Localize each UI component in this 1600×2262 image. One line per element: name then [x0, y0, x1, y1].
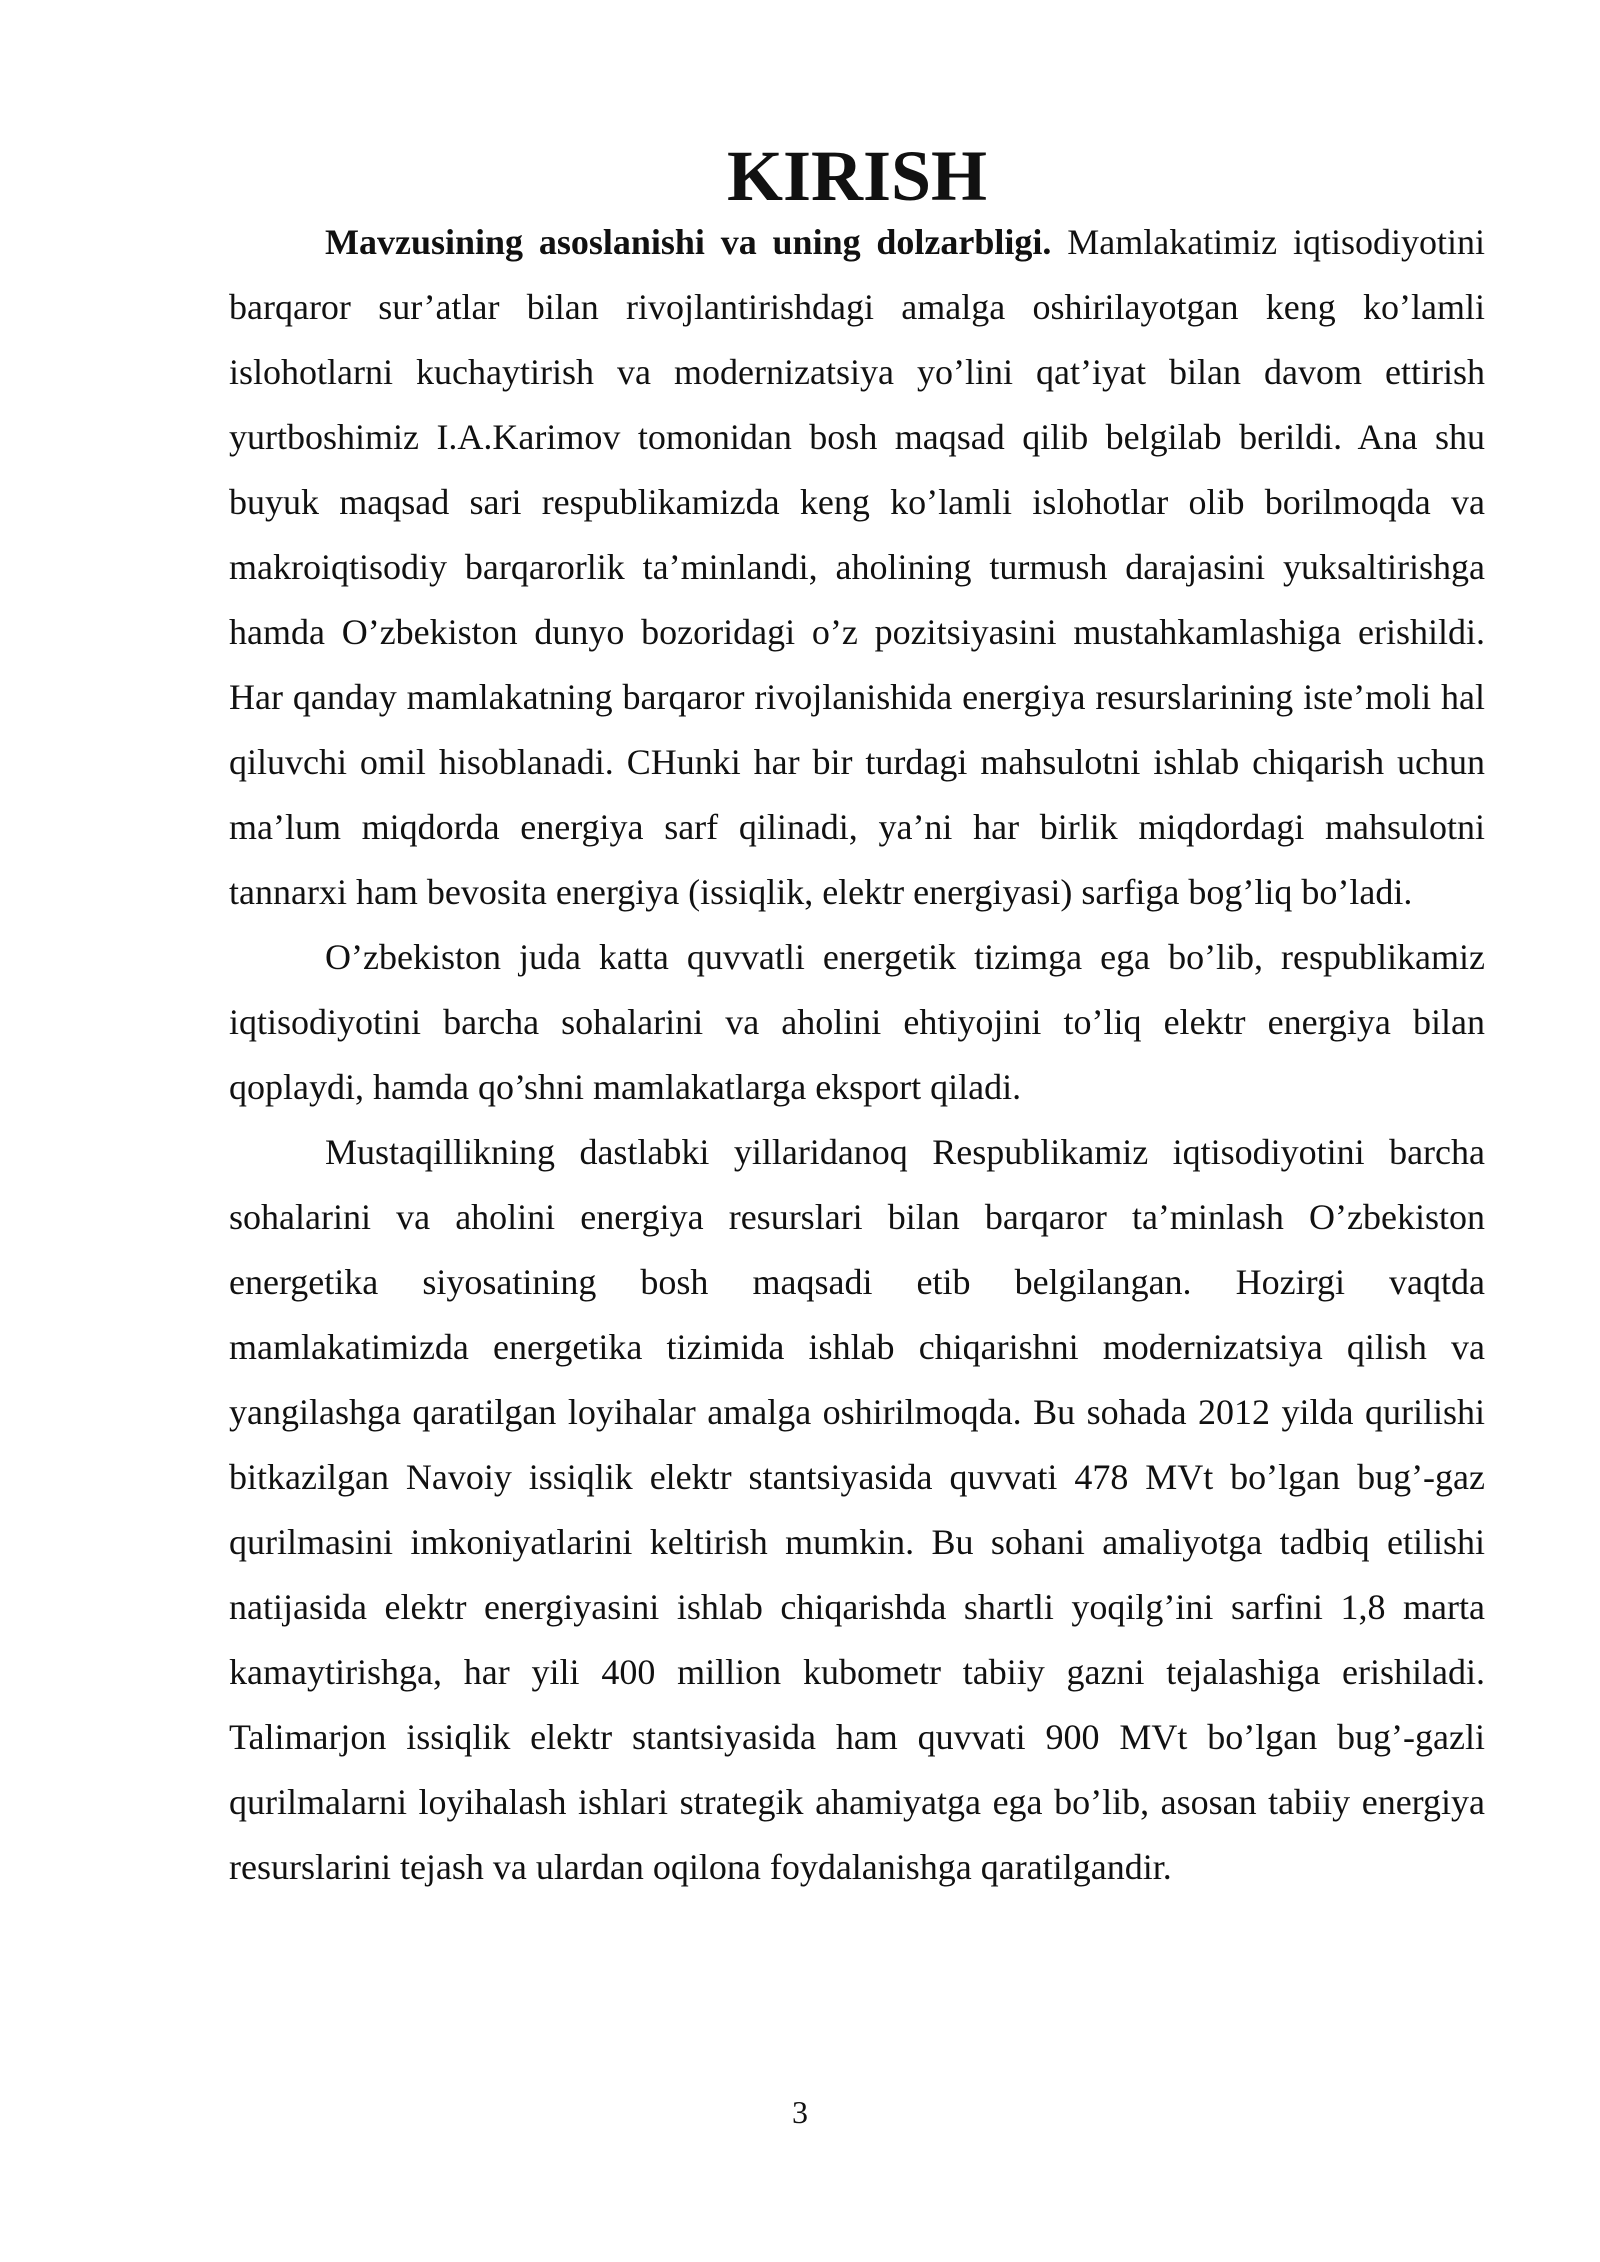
page-number: 3: [792, 2094, 808, 2130]
paragraph-1: [229, 210, 1485, 925]
paragraph-2: O’zbekiston juda katta quvvatli energetik tizimga ega bo’lib, respublikamiz iqtisodiyotini barcha sohalarini va aholini ehtiyojini to’liq elektr energiya bilan qoplaydi, hamda qo’shni mamlakatlarga eksport qiladi.: [229, 937, 1485, 1107]
paragraph-1-lead: Mavzusining asoslanishi va uning dolzarbligi.: [325, 222, 1052, 262]
paragraph-3: Mustaqillikning dastlabki yillaridanoq Respublikamiz iqtisodiyotini barcha sohalarini va aholini energiya resurslari bilan barqaror ta’minlash O’zbekiston energetika siyosatining bosh maqsadi etib belgilangan. Hozirgi vaqtda mamlakatimizda energetika tizimida ishlab chiqarishni modernizatsiya qilish va yangilashga qaratilgan loyihalar amalga oshirilmoqda. Bu sohada 2012 yilda qurilishi bitkazilgan Navoiy issiqlik elektr stantsiyasida quvvati 478 MVt bo’lgan bug’-gaz qurilmasini imkoniyatlarini keltirish mumkin. Bu sohani amaliyotga tadbiq etilishi natijasida elektr energiyasini ishlab chiqarishda shartli yoqilg’ini sarfini 1,8 marta kamaytirishga, har yili 400 million kubometr tabiiy gazni tejalashiga erishiladi. Talimarjon issiqlik elektr stantsiyasida ham quvvati 900 MVt bo’lgan bug’-gazli qurilmalarni loyihalash ishlari strategik ahamiyatga ega bo’lib, asosan tabiiy energiya resurslarini tejash va ulardan oqilona foydalanishga qaratilgandir.: [229, 1132, 1485, 1887]
paragraph-1-text: Mamlakatimiz iqtisodiyotini barqaror sur’atlar bilan rivojlantirishdagi amalga oshirilayotgan keng ko’lamli islohotlarni kuchaytirish va modernizatsiya yo’lini qat’iyat bilan davom ettirish yurtboshimiz I.A.Karimov tomonidan bosh maqsad qilib belgilab berildi. Ana shu buyuk maqsad sari respublikamizda keng ko’lamli islohotlar olib borilmoqda va makroiqtisodiy barqarorlik ta’minlandi, aholining turmush darajasini yuksaltirishga hamda O’zbekiston dunyo bozoridagi o’z pozitsiyasini mustahkamlashiga erishildi. Har qanday mamlakatning barqaror rivojlanishida energiya resurslarining iste’moli hal qiluvchi omil hisoblanadi. CHunki har bir turdagi mahsulotni ishlab chiqarish uchun ma’lum miqdorda energiya sarf qilinadi, ya’ni har birlik miqdordagi mahsulotni tannarxi ham bevosita energiya (issiqlik, elektr energiyasi) sarfiga bog’liq bo’ladi.: [229, 222, 1485, 912]
section-heading: KIRISH: [726, 136, 988, 216]
page-content: [229, 136, 1485, 1900]
